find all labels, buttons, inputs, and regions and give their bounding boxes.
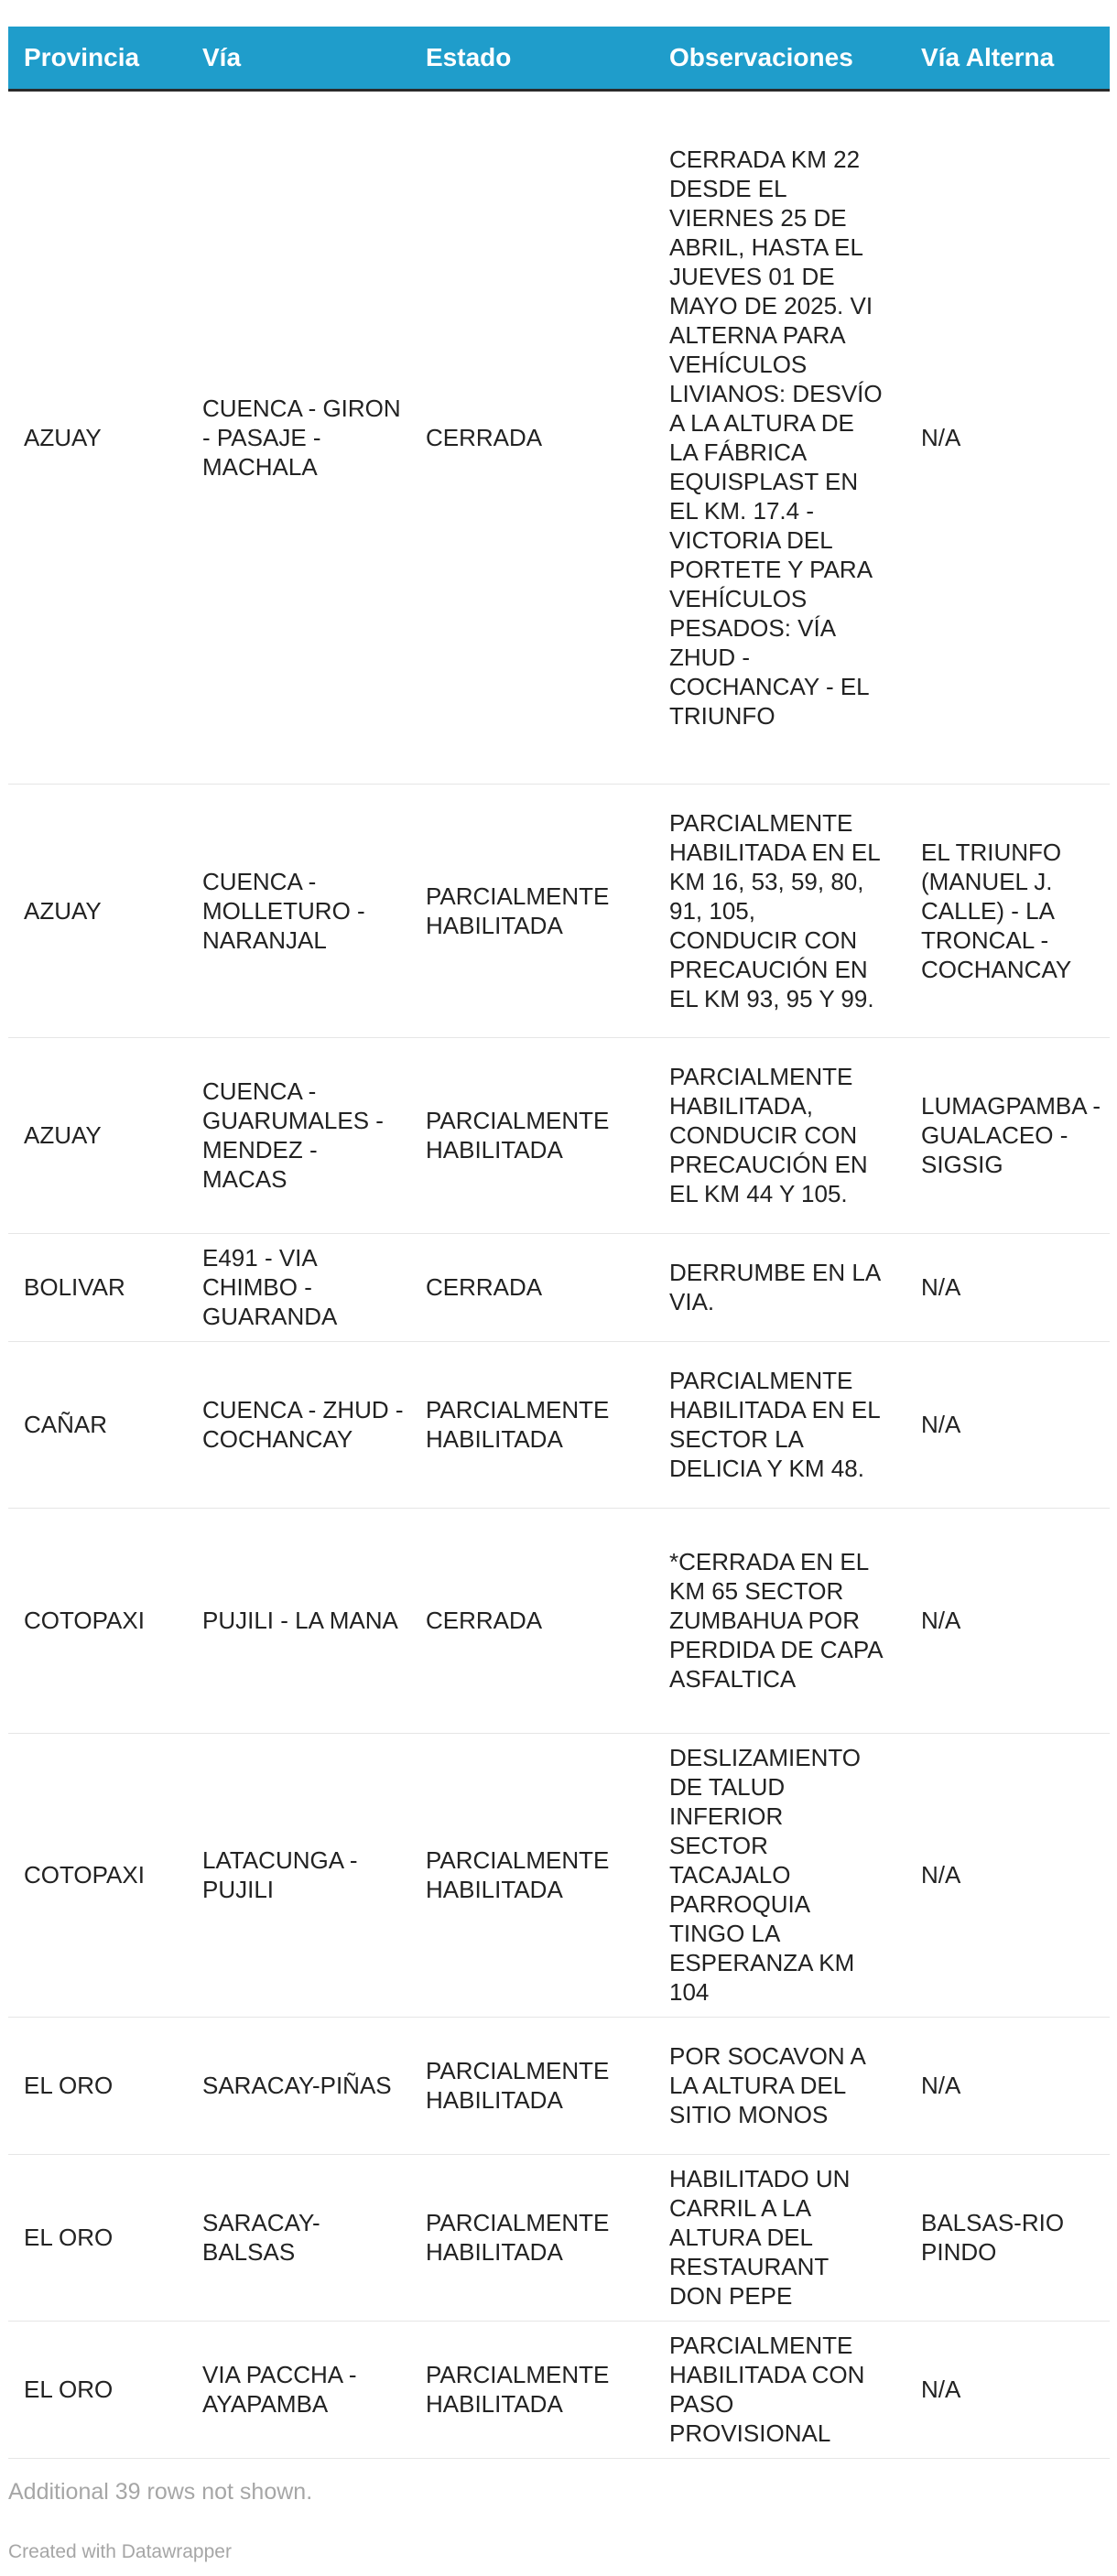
cell-observaciones: DERRUMBE EN LA VIA. <box>654 1233 906 1341</box>
cell-observaciones: PARCIALMENTE HABILITADA CON PASO PROVISIONAL <box>654 2321 906 2458</box>
cell-observaciones: CERRADA KM 22 DESDE EL VIERNES 25 DE ABRIL, HASTA EL JUEVES 01 DE MAYO DE 2025. VI ALTERNA PARA VEHÍCULOS LIVIANOS: DESVÍO A LA ALTURA DE LA FÁBRICA EQUISPLAST EN EL KM. 17.4 - VICTORIA DEL PORTETE Y PARA VEHÍCULOS PESADOS: VÍA ZHUD - COCHANCAY - EL TRIUNFO <box>654 90 906 784</box>
table-row <box>8 2154 1110 2321</box>
rows-not-shown-note: Additional 39 rows not shown. <box>8 2479 313 2505</box>
cell-via: PUJILI - LA MANA <box>187 1508 410 1733</box>
cell-observaciones: PARCIALMENTE HABILITADA, CONDUCIR CON PRECAUCIÓN EN EL KM 44 Y 105. <box>654 1037 906 1233</box>
cell-provincia: AZUAY <box>8 784 187 1037</box>
cell-via: CUENCA - GIRON - PASAJE - MACHALA <box>187 90 410 784</box>
table-row <box>8 1508 1110 1733</box>
table-row <box>8 1341 1110 1508</box>
column-header-observaciones[interactable]: Observaciones <box>654 27 906 90</box>
cell-observaciones: HABILITADO UN CARRIL A LA ALTURA DEL RESTAURANT DON PEPE <box>654 2154 906 2321</box>
cell-provincia: AZUAY <box>8 1037 187 1233</box>
cell-via: VIA PACCHA - AYAPAMBA <box>187 2321 410 2458</box>
cell-via: SARACAY-PIÑAS <box>187 2017 410 2154</box>
table-header-row <box>8 27 1110 90</box>
cell-observaciones: PARCIALMENTE HABILITADA EN EL KM 16, 53, 59, 80, 91, 105, CONDUCIR CON PRECAUCIÓN EN EL KM 93, 95 Y 99. <box>654 784 906 1037</box>
cell-estado: CERRADA <box>410 90 654 784</box>
column-header-via[interactable]: Vía <box>187 27 410 90</box>
table-row <box>8 90 1110 784</box>
cell-estado: CERRADA <box>410 1508 654 1733</box>
cell-estado: PARCIALMENTE HABILITADA <box>410 2154 654 2321</box>
cell-estado: CERRADA <box>410 1233 654 1341</box>
table-row <box>8 1233 1110 1341</box>
cell-provincia: EL ORO <box>8 2154 187 2321</box>
cell-via-alterna: N/A <box>906 1733 1110 2017</box>
cell-via-alterna: N/A <box>906 2017 1110 2154</box>
datawrapper-credit-link[interactable]: Created with Datawrapper <box>8 2541 232 2562</box>
cell-via: E491 - VIA CHIMBO - GUARANDA <box>187 1233 410 1341</box>
table-container <box>8 27 1110 2459</box>
cell-observaciones: PARCIALMENTE HABILITADA EN EL SECTOR LA DELICIA Y KM 48. <box>654 1341 906 1508</box>
cell-observaciones: *CERRADA EN EL KM 65 SECTOR ZUMBAHUA POR PERDIDA DE CAPA ASFALTICA <box>654 1508 906 1733</box>
cell-via-alterna: N/A <box>906 1233 1110 1341</box>
cell-via-alterna: LUMAGPAMBA - GUALACEO - SIGSIG <box>906 1037 1110 1233</box>
cell-via-alterna: N/A <box>906 1508 1110 1733</box>
cell-via: CUENCA - MOLLETURO - NARANJAL <box>187 784 410 1037</box>
cell-via-alterna: N/A <box>906 1341 1110 1508</box>
column-header-via-alterna[interactable]: Vía Alterna <box>906 27 1110 90</box>
cell-via: LATACUNGA - PUJILI <box>187 1733 410 2017</box>
cell-provincia: COTOPAXI <box>8 1508 187 1733</box>
cell-estado: PARCIALMENTE HABILITADA <box>410 1341 654 1508</box>
cell-estado: PARCIALMENTE HABILITADA <box>410 784 654 1037</box>
cell-provincia: COTOPAXI <box>8 1733 187 2017</box>
cell-via-alterna: N/A <box>906 2321 1110 2458</box>
table-row <box>8 1037 1110 1233</box>
cell-via: CUENCA - ZHUD - COCHANCAY <box>187 1341 410 1508</box>
cell-via-alterna: BALSAS-RIO PINDO <box>906 2154 1110 2321</box>
cell-estado: PARCIALMENTE HABILITADA <box>410 2321 654 2458</box>
table-row <box>8 1733 1110 2017</box>
cell-via-alterna: EL TRIUNFO (MANUEL J. CALLE) - LA TRONCAL - COCHANCAY <box>906 784 1110 1037</box>
cell-via-alterna: N/A <box>906 90 1110 784</box>
cell-estado: PARCIALMENTE HABILITADA <box>410 1037 654 1233</box>
cell-provincia: CAÑAR <box>8 1341 187 1508</box>
table-row <box>8 784 1110 1037</box>
cell-provincia: BOLIVAR <box>8 1233 187 1341</box>
cell-observaciones: POR SOCAVON A LA ALTURA DEL SITIO MONOS <box>654 2017 906 2154</box>
cell-estado: PARCIALMENTE HABILITADA <box>410 2017 654 2154</box>
cell-via: SARACAY-BALSAS <box>187 2154 410 2321</box>
cell-observaciones: DESLIZAMIENTO DE TALUD INFERIOR SECTOR TACAJALO PARROQUIA TINGO LA ESPERANZA KM 104 <box>654 1733 906 2017</box>
cell-provincia: EL ORO <box>8 2017 187 2154</box>
table-row <box>8 2017 1110 2154</box>
cell-provincia: EL ORO <box>8 2321 187 2458</box>
cell-provincia: AZUAY <box>8 90 187 784</box>
cell-estado: PARCIALMENTE HABILITADA <box>410 1733 654 2017</box>
column-header-provincia[interactable]: Provincia <box>8 27 187 90</box>
column-header-estado[interactable]: Estado <box>410 27 654 90</box>
cell-via: CUENCA - GUARUMALES - MENDEZ - MACAS <box>187 1037 410 1233</box>
roads-status-table <box>8 27 1110 2459</box>
table-row <box>8 2321 1110 2458</box>
